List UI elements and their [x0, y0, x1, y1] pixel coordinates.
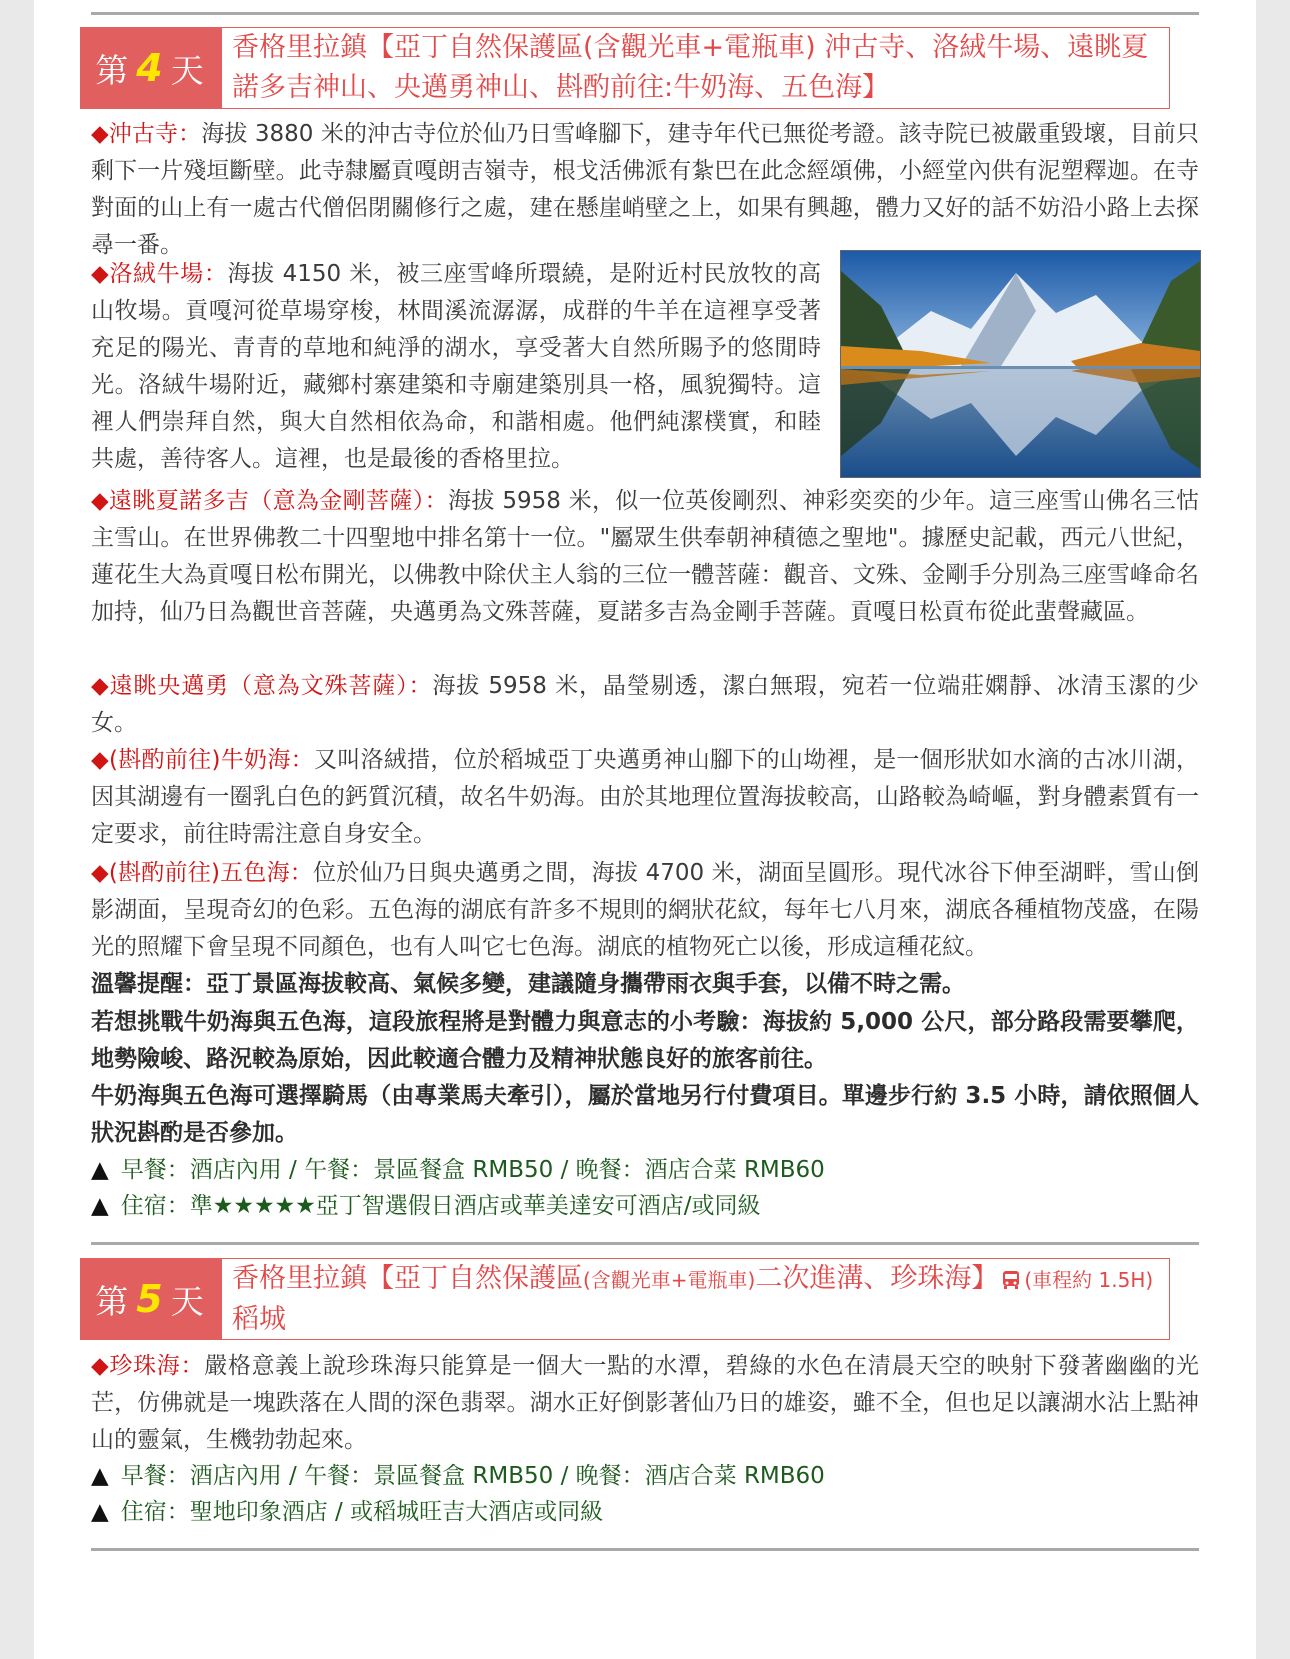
day5-lodging [91, 1494, 1199, 1531]
day5-meals [91, 1458, 1199, 1495]
day5-badge-suffix: 天 [170, 1281, 206, 1321]
divider-bottom [91, 1548, 1199, 1551]
lodging-text: 住宿：聖地印象酒店 / 或稻城旺吉大酒店或同級 [120, 1499, 604, 1525]
section-heading: ◆(斟酌前往)五色海： [91, 860, 314, 886]
triangle-bullet-icon: ▲ [91, 1499, 109, 1525]
note-weather-reminder: 溫馨提醒：亞丁景區海拔較高、氣候多變，建議隨身攜帶雨衣與手套，以備不時之需。 [91, 971, 965, 997]
section-text: 海拔 5958 米，晶瑩剔透，潔白無瑕，宛若一位端莊嫻靜、冰清玉潔的少女。 [91, 673, 1199, 736]
section-heading: ◆遠眺夏諾多吉（意為金剛菩薩）： [91, 488, 448, 514]
day5-badge-prefix: 第 [95, 1281, 131, 1321]
divider-middle [91, 1242, 1199, 1245]
day5-drive-time: (車程約 1.5H) [1024, 1268, 1154, 1292]
section-heading: ◆沖古寺： [91, 121, 202, 147]
section-yangmaiyong [91, 668, 1199, 742]
triangle-bullet-icon: ▲ [91, 1193, 109, 1219]
itinerary-page [34, 0, 1256, 1659]
divider-top [91, 12, 1199, 15]
section-pearl-lake [91, 1348, 1199, 1459]
day5-badge-number: 5 [136, 1277, 165, 1321]
day4-header [80, 27, 1170, 109]
section-text: 位於仙乃日與央邁勇之間，海拔 4700 米，湖面呈圓形。現代冰谷下伸至湖畔，雪山倒影湖面，呈現奇幻的色彩。五色海的湖底有許多不規則的網狀花紋，每年七八月來，湖底各種植物茂盛，在陽光的照耀下會呈現不同顏色，也有人叫它七色海。湖底的植物死亡以後，形成這種花紋。 [91, 860, 1200, 960]
meals-text: 早餐：酒店內用 / 午餐：景區餐盒 RMB50 / 晚餐：酒店合菜 RMB60 [120, 1157, 825, 1183]
day4-badge-suffix: 天 [170, 50, 206, 90]
day5-badge [80, 1258, 221, 1340]
section-text: 海拔 3880 米的沖古寺位於仙乃日雪峰腳下，建寺年代已無從考證。該寺院已被嚴重毀壞，目前只剩下一片殘垣斷壁。此寺隸屬貢嘎朗吉嶺寺，根戈活佛派有紮巴在此念經頌佛，小經堂內供有泥塑釋迦。在寺對面的山上有一處古代僧侶閉關修行之處，建在懸崖峭壁之上，如果有興趣，體力又好的話不妨沿小路上去探尋一番。 [91, 121, 1199, 258]
day4-title: 香格里拉鎮【亞丁自然保護區(含觀光車+電瓶車) 沖古寺、洛絨牛場、遠眺夏諾多吉神山、央邁勇神山、斟酌前往:牛奶海、五色海】 [221, 27, 1170, 109]
section-text: 海拔 5958 米，似一位英俊剛烈、神彩奕奕的少年。這三座雪山佛名三怙主雪山。在世界佛教二十四聖地中排名第十一位。"屬眾生供奉朝神積德之聖地"。據歷史記載，西元八世紀，蓮花生大為貢嘎日松布開光，以佛教中除伏主人翁的三位一體菩薩：觀音、文殊、金剛手分別為三座雪峰命名加持，仙乃日為觀世音菩薩，央邁勇為文殊菩薩，夏諾多吉為金剛手菩薩。貢嘎日松貢布從此蜚聲藏區。 [91, 488, 1199, 625]
section-heading: ◆珍珠海： [91, 1353, 205, 1379]
section-luorong-pasture [91, 256, 821, 478]
section-text: 嚴格意義上說珍珠海只能算是一個大一點的水潭，碧綠的水色在清晨天空的映射下發著幽幽的光芒，仿佛就是一塊跌落在人間的深色翡翠。湖水正好倒影著仙乃日的雄姿，雖不全，但也足以讓湖水沾上點神山的靈氣，生機勃勃起來。 [91, 1353, 1199, 1453]
day5-title-note: (含觀光車+電瓶車) [583, 1268, 756, 1292]
day5-title-destination: 稻城 [232, 1304, 286, 1335]
section-heading: ◆遠眺央邁勇（意為文殊菩薩）： [91, 673, 433, 699]
day4-badge [80, 27, 221, 109]
meals-text: 早餐：酒店內用 / 午餐：景區餐盒 RMB50 / 晚餐：酒店合菜 RMB60 [120, 1463, 825, 1489]
triangle-bullet-icon: ▲ [91, 1157, 109, 1183]
day5-title [221, 1258, 1170, 1340]
section-text: 海拔 4150 米，被三座雪峰所環繞，是附近村民放牧的高山牧場。貢嘎河從草場穿梭，林間溪流潺潺，成群的牛羊在這裡享受著充足的陽光、青青的草地和純淨的湖水，享受著大自然所賜予的悠閒時光。洛絨牛場附近，藏鄉村寨建築和寺廟建築別具一格，風貌獨特。這裡人們崇拜自然，與大自然相依為命，和諧相處。他們純潔樸實，和睦共處，善待客人。這裡，也是最後的香格里拉。 [91, 261, 821, 472]
lodging-text: 住宿：準★★★★★亞丁智選假日酒店或華美達安可酒店/或同級 [120, 1193, 761, 1219]
landscape-photo [840, 250, 1201, 478]
section-text: 又叫洛絨措，位於稻城亞丁央邁勇神山腳下的山坳裡，是一個形狀如水滴的古冰川湖，因其湖邊有一圈乳白色的鈣質沉積，故名牛奶海。由於其地理位置海拔較高，山路較為崎嶇，對身體素質有一定要求，前往時需注意自身安全。 [91, 747, 1200, 847]
triangle-bullet-icon: ▲ [91, 1463, 109, 1489]
day4-meals [91, 1152, 1199, 1189]
section-chonggu-temple [91, 116, 1199, 264]
day4-badge-number: 4 [136, 46, 165, 90]
mountain-lake-image [841, 251, 1200, 477]
day5-title-main-2: 二次進溝、珍珠海】 [755, 1263, 999, 1294]
section-heading: ◆(斟酌前往)牛奶海： [91, 747, 314, 773]
day4-badge-prefix: 第 [95, 50, 131, 90]
section-xianuoduoji [91, 483, 1199, 631]
day5-header [80, 1258, 1170, 1340]
note-challenge: 若想挑戰牛奶海與五色海，這段旅程將是對體力與意志的小考驗：海拔約 5,000 公尺，部分路段需要攀爬，地勢險峻、路況較為原始，因此較適合體力及精神狀態良好的旅客前往。 [91, 1009, 1199, 1072]
section-five-color-lake [91, 855, 1199, 966]
note-horse-riding: 牛奶海與五色海可選擇騎馬（由專業馬夫牽引），屬於當地另行付費項目。單邊步行約 3.5 小時，請依照個人狀況斟酌是否參加。 [91, 1083, 1199, 1146]
bus-icon [1000, 1269, 1022, 1291]
section-milk-lake [91, 742, 1199, 853]
section-heading: ◆洛絨牛場： [91, 261, 228, 287]
day5-title-main: 香格里拉鎮【亞丁自然保護區 [232, 1263, 583, 1294]
day4-lodging [91, 1188, 1199, 1225]
